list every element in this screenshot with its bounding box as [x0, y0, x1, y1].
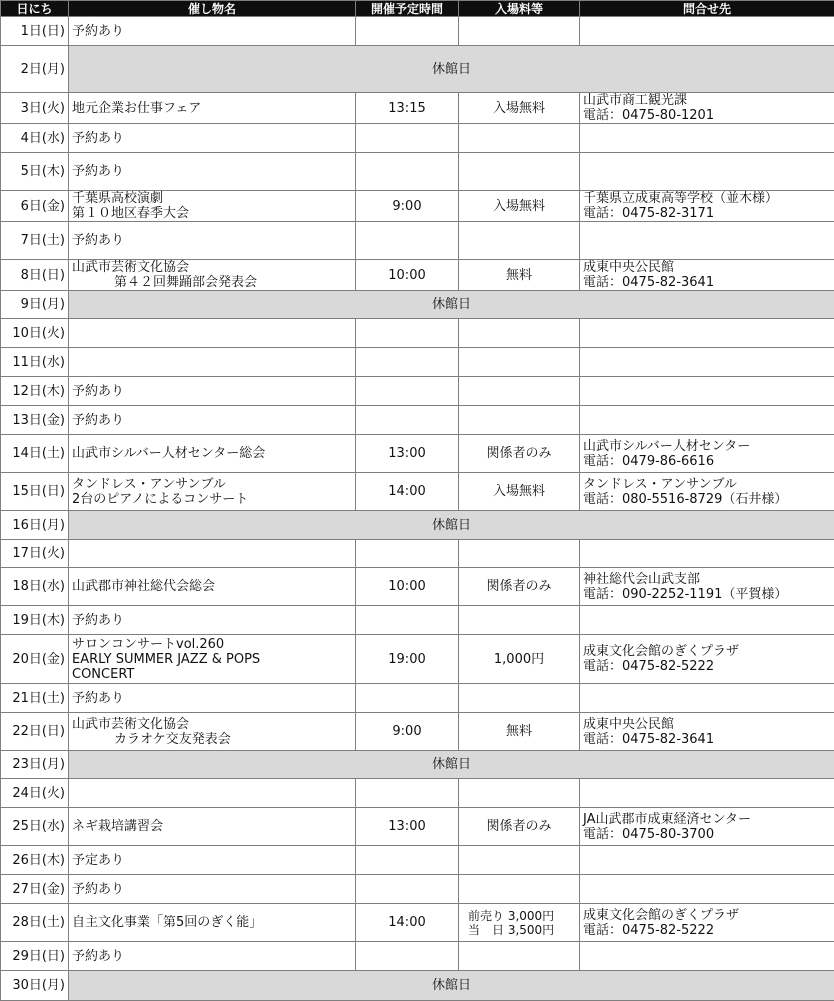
date-cell: 13日(金)	[1, 406, 69, 435]
date-cell: 15日(日)	[1, 473, 69, 511]
contact-phone: 電話：0475-82-3641	[583, 275, 831, 290]
date-cell: 30日(月)	[1, 971, 69, 1001]
fee-line-2: 当 日 3,500円	[462, 923, 576, 937]
event-name: 予約あり	[72, 949, 352, 964]
date-cell: 10日(火)	[1, 319, 69, 348]
time-cell	[356, 377, 459, 406]
schedule-row	[1, 124, 834, 153]
header-fee: 入場料等	[459, 1, 580, 17]
event-cell	[69, 191, 356, 222]
date-cell: 28日(土)	[1, 904, 69, 942]
time-cell	[356, 846, 459, 875]
event-name-line-2: 2台のピアノによるコンサート	[72, 492, 352, 507]
event-cell	[69, 684, 356, 713]
schedule-row	[1, 684, 834, 713]
time-cell	[356, 319, 459, 348]
time-cell	[356, 222, 459, 260]
schedule-row	[1, 713, 834, 751]
fee-cell	[459, 377, 580, 406]
date-cell: 3日(火)	[1, 93, 69, 124]
contact-org: 神社総代会山武支部	[583, 572, 831, 587]
closed-label: 休館日	[69, 291, 834, 319]
fee-cell	[459, 222, 580, 260]
contact-cell	[580, 904, 834, 942]
time-cell: 9:00	[356, 713, 459, 751]
event-cell	[69, 222, 356, 260]
event-cell	[69, 153, 356, 191]
event-name-line-2: 第４２回舞踊部会発表会	[72, 275, 352, 290]
closed-day-row	[1, 511, 834, 540]
event-name: 山武市シルバー人材センター総会	[72, 446, 352, 461]
contact-cell	[580, 713, 834, 751]
fee-cell: 無料	[459, 713, 580, 751]
time-cell: 13:15	[356, 93, 459, 124]
schedule-row	[1, 222, 834, 260]
contact-phone: 電話：0475-82-3171	[583, 206, 831, 221]
contact-org: 山武市シルバー人材センター	[583, 439, 831, 454]
contact-cell	[580, 93, 834, 124]
schedule-row	[1, 435, 834, 473]
fee-cell	[459, 319, 580, 348]
contact-org: 成東中央公民館	[583, 260, 831, 275]
closed-day-row	[1, 291, 834, 319]
event-name-line-1: タンドレス・アンサンブル	[72, 477, 352, 492]
time-cell: 14:00	[356, 473, 459, 511]
fee-cell	[459, 124, 580, 153]
fee-cell	[459, 540, 580, 568]
schedule-row	[1, 904, 834, 942]
date-cell: 18日(水)	[1, 568, 69, 606]
date-cell: 26日(木)	[1, 846, 69, 875]
schedule-row	[1, 377, 834, 406]
closed-label: 休館日	[69, 46, 834, 93]
fee-cell: 関係者のみ	[459, 568, 580, 606]
fee-cell	[459, 606, 580, 635]
fee-cell	[459, 875, 580, 904]
schedule-row	[1, 808, 834, 846]
time-cell: 13:00	[356, 435, 459, 473]
event-name-line-3: CONCERT	[72, 667, 352, 682]
contact-phone: 電話：0475-82-5222	[583, 923, 831, 938]
event-cell	[69, 875, 356, 904]
time-cell: 10:00	[356, 260, 459, 291]
schedule-row	[1, 191, 834, 222]
date-cell: 4日(水)	[1, 124, 69, 153]
date-cell: 14日(土)	[1, 435, 69, 473]
event-name-line-1: 山武市芸術文化協会	[72, 717, 352, 732]
date-cell: 29日(日)	[1, 942, 69, 971]
event-name: 予約あり	[72, 691, 352, 706]
fee-cell	[459, 779, 580, 808]
event-cell	[69, 713, 356, 751]
date-cell: 19日(木)	[1, 606, 69, 635]
event-name: 予約あり	[72, 613, 352, 628]
date-cell: 2日(月)	[1, 46, 69, 93]
event-name: 予約あり	[72, 384, 352, 399]
time-cell: 9:00	[356, 191, 459, 222]
date-cell: 22日(日)	[1, 713, 69, 751]
fee-line-1: 前売り 3,000円	[462, 909, 576, 923]
event-name-line-1: 山武市芸術文化協会	[72, 260, 352, 275]
closed-day-row	[1, 46, 834, 93]
fee-cell	[459, 904, 580, 942]
contact-phone: 電話：0475-82-5222	[583, 659, 831, 674]
event-cell	[69, 93, 356, 124]
event-cell	[69, 17, 356, 46]
date-cell: 23日(月)	[1, 751, 69, 779]
event-cell	[69, 846, 356, 875]
date-cell: 5日(木)	[1, 153, 69, 191]
closed-label: 休館日	[69, 751, 834, 779]
schedule-row	[1, 875, 834, 904]
contact-org: 成東中央公民館	[583, 717, 831, 732]
event-cell	[69, 260, 356, 291]
schedule-row	[1, 319, 834, 348]
fee-cell	[459, 942, 580, 971]
contact-org: タンドレス・アンサンブル	[583, 477, 831, 492]
header-time: 開催予定時間	[356, 1, 459, 17]
event-name: ネギ栽培講習会	[72, 819, 352, 834]
event-cell	[69, 406, 356, 435]
date-cell: 21日(土)	[1, 684, 69, 713]
date-cell: 11日(水)	[1, 348, 69, 377]
event-cell	[69, 635, 356, 684]
time-cell	[356, 17, 459, 46]
contact-cell	[580, 779, 834, 808]
date-cell: 12日(木)	[1, 377, 69, 406]
event-name: 予約あり	[72, 164, 352, 179]
contact-cell	[580, 406, 834, 435]
contact-org: 千葉県立成東高等学校（並木様）	[583, 191, 831, 206]
date-cell: 7日(土)	[1, 222, 69, 260]
time-cell	[356, 540, 459, 568]
header-event: 催し物名	[69, 1, 356, 17]
event-cell	[69, 435, 356, 473]
event-cell	[69, 473, 356, 511]
contact-org: 山武市商工観光課	[583, 93, 831, 108]
time-cell	[356, 606, 459, 635]
schedule-row	[1, 260, 834, 291]
fee-cell: 関係者のみ	[459, 435, 580, 473]
contact-cell	[580, 942, 834, 971]
date-cell: 27日(金)	[1, 875, 69, 904]
event-name-line-1: サロンコンサートvol.260	[72, 637, 352, 652]
contact-cell	[580, 435, 834, 473]
event-cell	[69, 348, 356, 377]
contact-phone: 電話：090-2252-1191（平賀様）	[583, 587, 831, 602]
time-cell: 10:00	[356, 568, 459, 606]
event-name-line-2: カラオケ交友発表会	[72, 732, 352, 747]
event-cell	[69, 942, 356, 971]
schedule-row	[1, 846, 834, 875]
fee-cell	[459, 406, 580, 435]
contact-cell	[580, 222, 834, 260]
event-name-line-2: 第１０地区春季大会	[72, 206, 352, 221]
event-name: 予定あり	[72, 853, 352, 868]
schedule-row	[1, 568, 834, 606]
contact-cell	[580, 260, 834, 291]
event-cell	[69, 319, 356, 348]
date-cell: 24日(火)	[1, 779, 69, 808]
time-cell: 19:00	[356, 635, 459, 684]
schedule-row	[1, 17, 834, 46]
time-cell	[356, 684, 459, 713]
fee-cell	[459, 348, 580, 377]
event-cell	[69, 904, 356, 942]
fee-cell: 無料	[459, 260, 580, 291]
event-name: 地元企業お仕事フェア	[72, 101, 352, 116]
fee-cell	[459, 684, 580, 713]
contact-cell	[580, 319, 834, 348]
time-cell: 14:00	[356, 904, 459, 942]
date-cell: 17日(火)	[1, 540, 69, 568]
contact-cell	[580, 684, 834, 713]
contact-cell	[580, 568, 834, 606]
schedule-row	[1, 473, 834, 511]
contact-cell	[580, 606, 834, 635]
time-cell	[356, 124, 459, 153]
contact-phone: 電話：0479-86-6616	[583, 454, 831, 469]
time-cell	[356, 779, 459, 808]
contact-cell	[580, 875, 834, 904]
event-name-line-1: 千葉県高校演劇	[72, 191, 352, 206]
contact-cell	[580, 808, 834, 846]
fee-cell: 入場無料	[459, 93, 580, 124]
table-header	[1, 1, 834, 17]
event-cell	[69, 808, 356, 846]
schedule-row	[1, 942, 834, 971]
contact-cell	[580, 348, 834, 377]
contact-cell	[580, 377, 834, 406]
fee-cell	[459, 17, 580, 46]
closed-day-row	[1, 971, 834, 1001]
closed-label: 休館日	[69, 971, 834, 1001]
date-cell: 9日(月)	[1, 291, 69, 319]
fee-cell: 関係者のみ	[459, 808, 580, 846]
contact-cell	[580, 153, 834, 191]
event-cell	[69, 568, 356, 606]
contact-phone: 電話：0475-80-1201	[583, 108, 831, 123]
table-body	[1, 17, 834, 1001]
date-cell: 1日(日)	[1, 17, 69, 46]
contact-cell	[580, 846, 834, 875]
closed-label: 休館日	[69, 511, 834, 540]
schedule-row	[1, 153, 834, 191]
event-cell	[69, 540, 356, 568]
schedule-row	[1, 606, 834, 635]
fee-cell	[459, 153, 580, 191]
contact-phone: 電話：0475-82-3641	[583, 732, 831, 747]
time-cell	[356, 875, 459, 904]
time-cell	[356, 406, 459, 435]
schedule-row	[1, 406, 834, 435]
event-cell	[69, 377, 356, 406]
schedule-row	[1, 540, 834, 568]
contact-cell	[580, 473, 834, 511]
time-cell: 13:00	[356, 808, 459, 846]
event-name: 自主文化事業「第5回のぎく能」	[72, 915, 352, 930]
time-cell	[356, 153, 459, 191]
date-cell: 20日(金)	[1, 635, 69, 684]
event-name: 山武郡市神社総代会総会	[72, 579, 352, 594]
contact-phone: 電話：0475-80-3700	[583, 827, 831, 842]
header-date: 日にち	[1, 1, 69, 17]
date-cell: 8日(日)	[1, 260, 69, 291]
event-name: 予約あり	[72, 882, 352, 897]
event-name: 予約あり	[72, 233, 352, 248]
time-cell	[356, 942, 459, 971]
date-cell: 6日(金)	[1, 191, 69, 222]
time-cell	[356, 348, 459, 377]
event-name: 予約あり	[72, 24, 352, 39]
contact-phone: 電話：080-5516-8729（石井様）	[583, 492, 831, 507]
contact-cell	[580, 191, 834, 222]
event-name: 予約あり	[72, 413, 352, 428]
event-name-line-2: EARLY SUMMER JAZZ & POPS	[72, 652, 352, 667]
contact-org: 成東文化会館のぎくプラザ	[583, 644, 831, 659]
header-row	[1, 1, 834, 17]
contact-cell	[580, 635, 834, 684]
schedule-row	[1, 635, 834, 684]
date-cell: 16日(月)	[1, 511, 69, 540]
schedule-row	[1, 348, 834, 377]
event-cell	[69, 124, 356, 153]
schedule-row	[1, 93, 834, 124]
contact-cell	[580, 17, 834, 46]
contact-org: JA山武郡市成東経済センター	[583, 812, 831, 827]
date-cell: 25日(水)	[1, 808, 69, 846]
schedule-row	[1, 779, 834, 808]
contact-cell	[580, 124, 834, 153]
event-cell	[69, 606, 356, 635]
fee-cell	[459, 846, 580, 875]
header-contact: 問合せ先	[580, 1, 834, 17]
fee-cell: 1,000円	[459, 635, 580, 684]
contact-cell	[580, 540, 834, 568]
fee-cell: 入場無料	[459, 473, 580, 511]
closed-day-row	[1, 751, 834, 779]
event-cell	[69, 779, 356, 808]
event-name: 予約あり	[72, 131, 352, 146]
contact-org: 成東文化会館のぎくプラザ	[583, 908, 831, 923]
fee-cell: 入場無料	[459, 191, 580, 222]
